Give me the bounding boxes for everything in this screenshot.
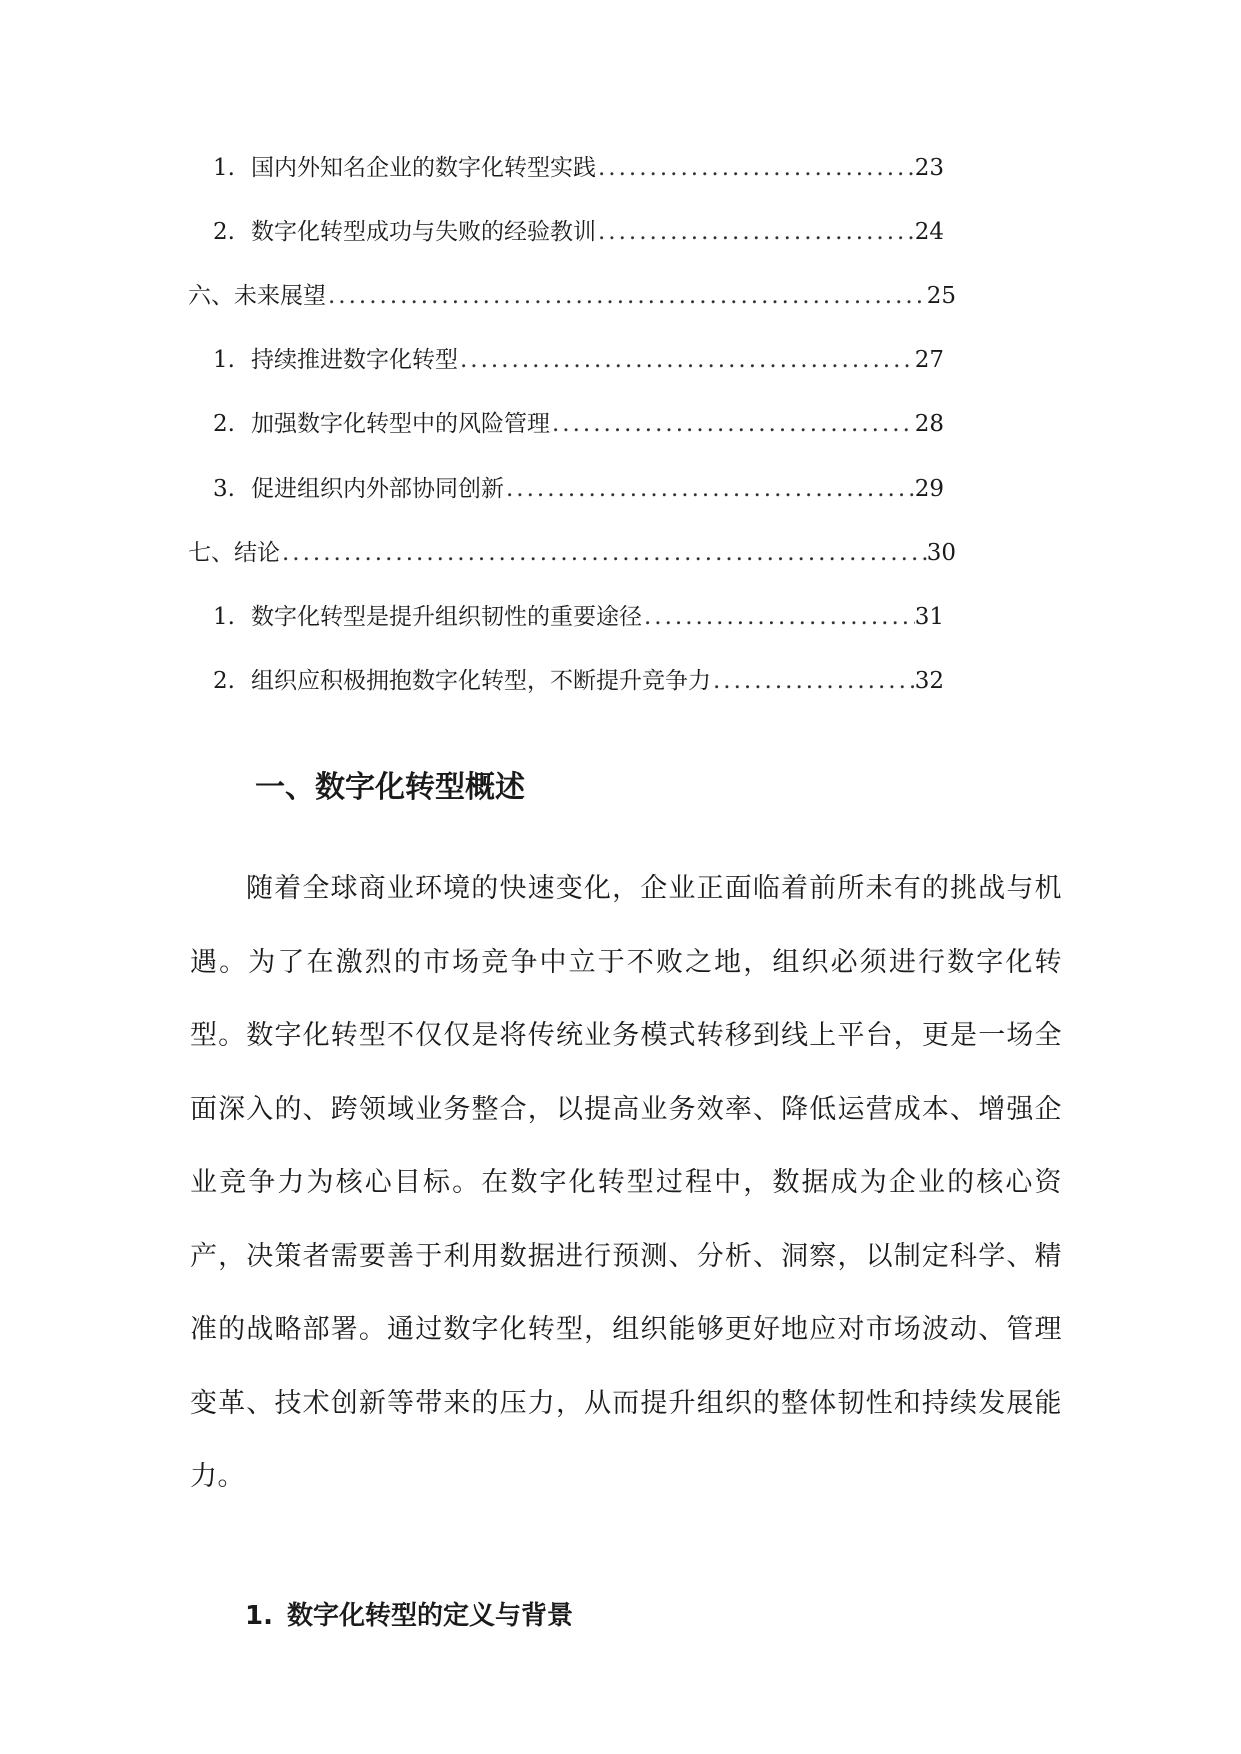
toc-entry[interactable] — [213, 597, 944, 637]
toc-entry-number: 2. — [213, 668, 235, 694]
toc-entry-page: 25 — [926, 283, 956, 309]
toc-entry-number: 2. — [213, 219, 235, 245]
toc-entry-number: 3. — [213, 476, 235, 502]
toc-entry[interactable] — [213, 404, 944, 444]
toc-entry-title: 数字化转型是提升组织韧性的重要途径 — [251, 604, 642, 630]
toc-entry-title: 国内外知名企业的数字化转型实践 — [251, 155, 596, 181]
toc-entry-number: 1. — [213, 155, 235, 181]
toc-entry-title: 促进组织内外部协同创新 — [251, 476, 504, 502]
section-paragraph: 随着全球商业环境的快速变化，企业正面临着前所未有的挑战与机遇。为了在激烈的市场竞争中立于不败之地，组织必须进行数字化转型。数字化转型不仅仅是将传统业务模式转移到线上平台，更是一场全面深入的、跨领域业务整合，以提高业务效率、降低运营成本、增强企业竞争力为核心目标。在数字化转型过程中，数据成为企业的核心资产，决策者需要善于利用数据进行预测、分析、洞察，以制定科学、精准的战略部署。通过数字化转型，组织能够更好地应对市场波动、管理变革、技术创新等带来的压力，从而提升组织的整体韧性和持续发展能力。 — [190, 873, 1062, 1492]
toc-entry[interactable] — [213, 469, 944, 509]
toc-entry-page: 24 — [914, 219, 944, 245]
toc-entry-title: 加强数字化转型中的风险管理 — [251, 411, 550, 437]
toc-entry-title: 持续推进数字化转型 — [251, 347, 458, 373]
toc-dot-leader — [642, 597, 915, 637]
toc-dot-leader — [280, 533, 927, 573]
toc-entry-page: 30 — [926, 540, 956, 566]
toc-entry[interactable] — [213, 340, 944, 380]
toc-dot-leader — [596, 148, 915, 188]
toc-entry[interactable] — [213, 212, 944, 252]
toc-entry-title: 六、未来展望 — [188, 283, 326, 309]
toc-dot-leader — [711, 661, 915, 701]
subsection-number: 1. — [245, 1601, 273, 1631]
toc-dot-leader — [458, 340, 915, 380]
toc-dot-leader — [326, 276, 927, 316]
toc-entry-page: 28 — [914, 411, 944, 437]
toc-dot-leader — [504, 469, 915, 509]
toc-entry-page: 29 — [914, 476, 944, 502]
toc-entry-number: 1. — [213, 347, 235, 373]
section-heading: 一、数字化转型概述 — [255, 770, 525, 805]
toc-entry-number: 1. — [213, 604, 235, 630]
toc-entry[interactable] — [188, 276, 956, 316]
toc-entry-title: 七、结论 — [188, 540, 280, 566]
subsection-title: 数字化转型的定义与背景 — [287, 1601, 574, 1631]
toc-entry-number: 2. — [213, 411, 235, 437]
toc-entry-page: 32 — [914, 668, 944, 694]
toc-dot-leader — [550, 404, 915, 444]
toc-entry[interactable] — [213, 661, 944, 701]
toc-entry-page: 23 — [914, 155, 944, 181]
toc-entry-page: 27 — [914, 347, 944, 373]
toc-dot-leader — [596, 212, 915, 252]
toc-entry-title: 组织应积极拥抱数字化转型，不断提升竞争力 — [251, 668, 711, 694]
toc-entry[interactable] — [188, 533, 956, 573]
toc-entry-page: 31 — [914, 604, 944, 630]
subsection-heading — [245, 1596, 573, 1636]
toc-entry-title: 数字化转型成功与失败的经验教训 — [251, 219, 596, 245]
toc-entry[interactable] — [213, 148, 944, 188]
